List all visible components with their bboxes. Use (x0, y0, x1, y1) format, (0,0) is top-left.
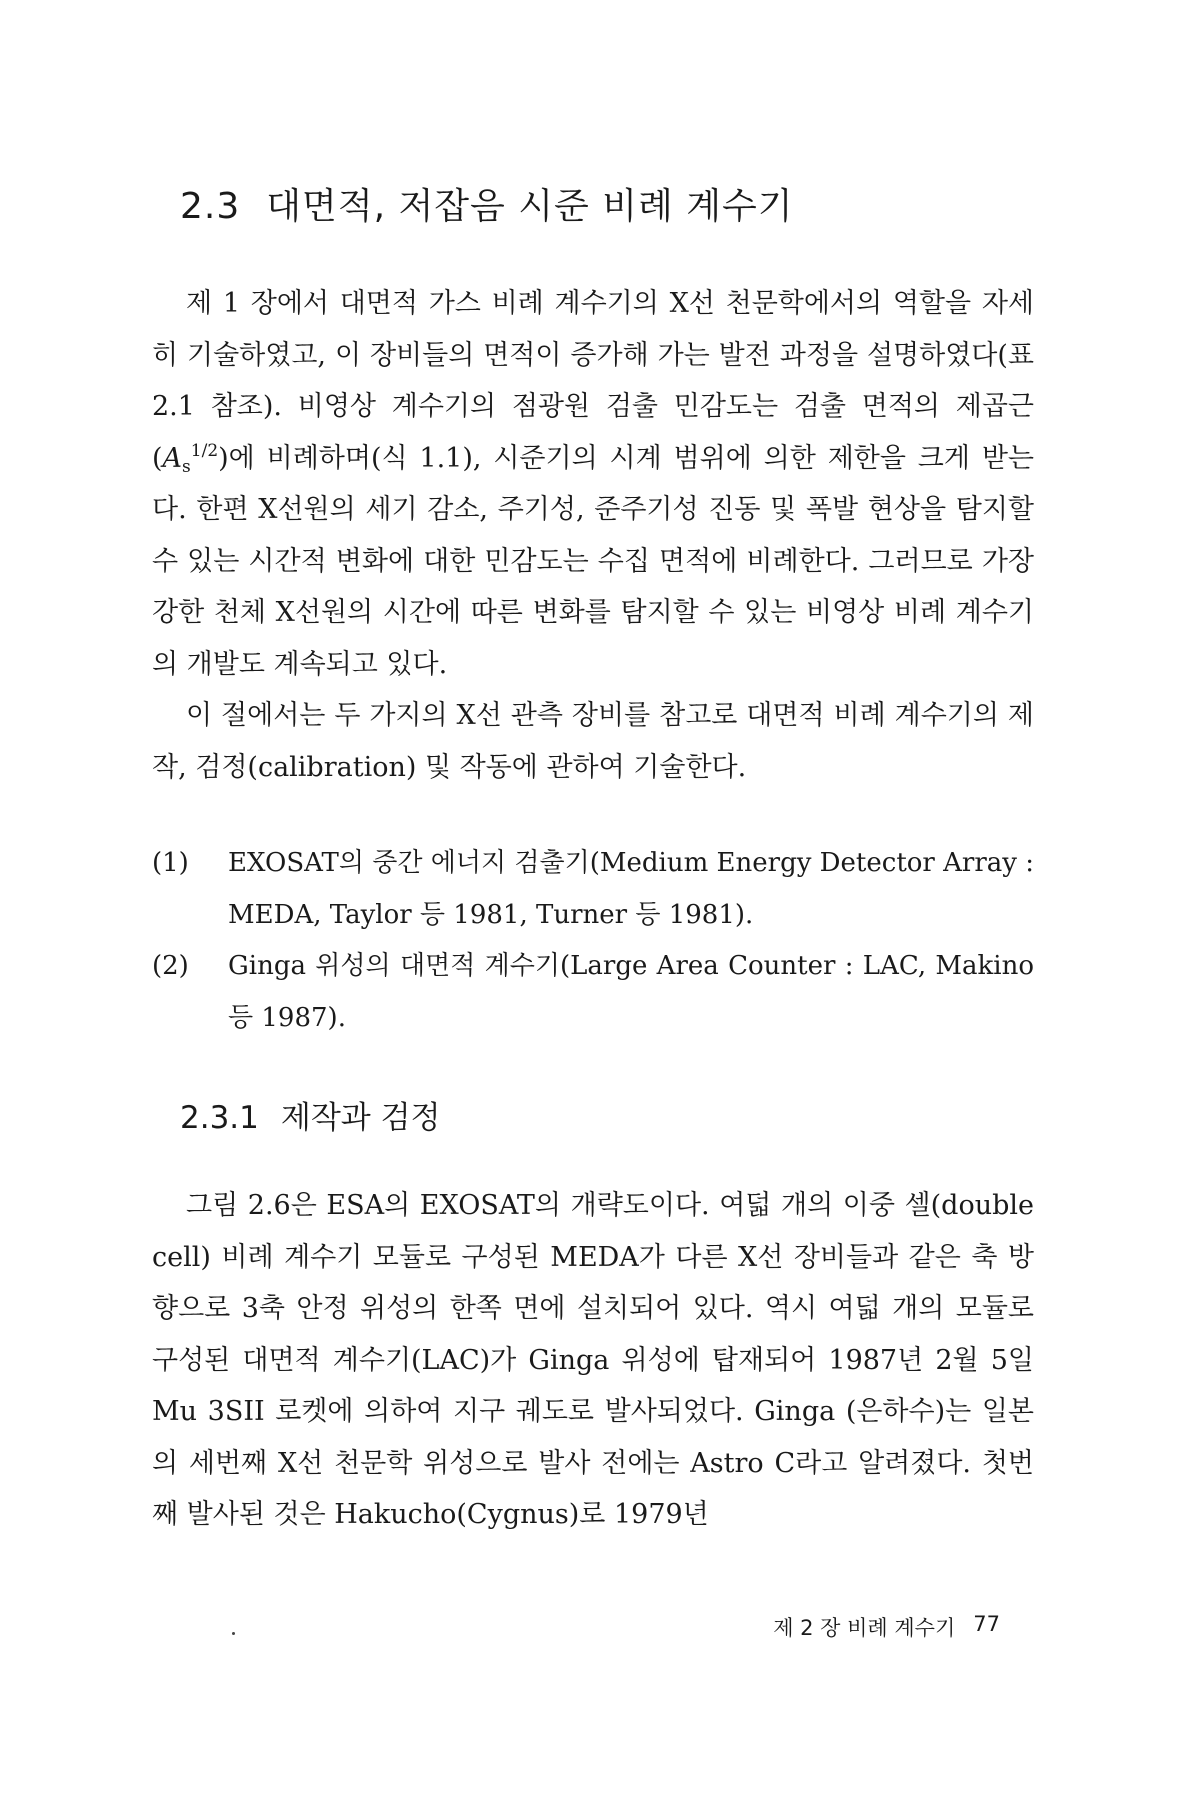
list-item (152, 941, 1034, 1044)
instrument-list (152, 838, 1034, 1044)
page-footer (773, 1612, 1000, 1642)
paragraph-exosat-text: 그림 2.6은 ESA의 EXOSAT의 개략도이다. 여덟 개의 이중 셀(double cell) 비례 계수기 모듈로 구성된 MEDA가 다른 X선 장비들과 같은 축 방향으로 3축 안정 위성의 한쪽 면에 설치되어 있다. 역시 여덟 개의 모듈로 구성된 대면적 계수기(LAC)가 Ginga 위성에 탑재되어 1987년 2월 5일 Mu 3SII 로켓에 의하여 지구 궤도로 발사되었다. Ginga (은하수)는 일본의 세번째 X선 천문학 위성으로 발사 전에는 Astro C라고 알려졌다. 첫번째 발사된 것은 Hakucho(Cygnus)로 1979년 (152, 1190, 1034, 1530)
list-item-number: (2) (152, 951, 189, 981)
math-superscript: 1/2 (190, 440, 219, 461)
paragraph-scope-text: 이 절에서는 두 가지의 X선 관측 장비를 참고로 대면적 비례 계수기의 제작, 검정(calibration) 및 작동에 관하여 기술한다. (152, 700, 1034, 783)
math-subscript: s (182, 456, 191, 477)
page-number: 77 (973, 1612, 1000, 1636)
list-item (152, 838, 1034, 941)
list-item-number: (1) (152, 848, 189, 878)
running-footer-chapter: 제 2 장 비례 계수기 (773, 1616, 956, 1640)
subsection-title: 제작과 검정 (280, 1100, 441, 1136)
paragraph-intro (152, 278, 1034, 690)
print-speck (232, 1632, 235, 1635)
subsection-number: 2.3.1 (180, 1100, 259, 1136)
list-item-text: Ginga 위성의 대면적 계수기(Large Area Counter : LAC, Makino 등 1987). (228, 951, 1034, 1033)
paragraph-scope (152, 690, 1034, 793)
list-item-text: EXOSAT의 중간 에너지 검출기(Medium Energy Detector Array : MEDA, Taylor 등 1981, Turner 등 1981). (228, 848, 1034, 930)
section-title: 대면적, 저잡음 시준 비례 계수기 (266, 186, 794, 227)
paragraph-intro-text-2: )에 비례하며(식 1.1), 시준기의 시계 범위에 의한 제한을 크게 받는다. 한편 X선원의 세기 감소, 주기성, 준주기성 진동 및 폭발 현상을 탐지할 수 있는 시간적 변화에 대한 민감도는 수집 면적에 비례한다. 그러므로 가장 강한 천체 X선원의 시간에 따른 변화를 탐지할 수 있는 비영상 비례 계수기의 개발도 계속되고 있다. (152, 442, 1034, 680)
section-heading (180, 178, 794, 229)
math-variable-a: A (162, 442, 183, 474)
paragraph-exosat (152, 1180, 1034, 1541)
subsection-heading (180, 1092, 440, 1137)
section-number: 2.3 (180, 186, 241, 227)
paragraph-intro-text-1: 제 1 장에서 대면적 가스 비례 계수기의 X선 천문학에서의 역할을 자세히 기술하였고, 이 장비들의 면적이 증가해 가는 발전 과정을 설명하였다(표 2.1 참조). 비영상 계수기의 점광원 검출 민감도는 검출 면적의 제곱근( (152, 288, 1034, 474)
